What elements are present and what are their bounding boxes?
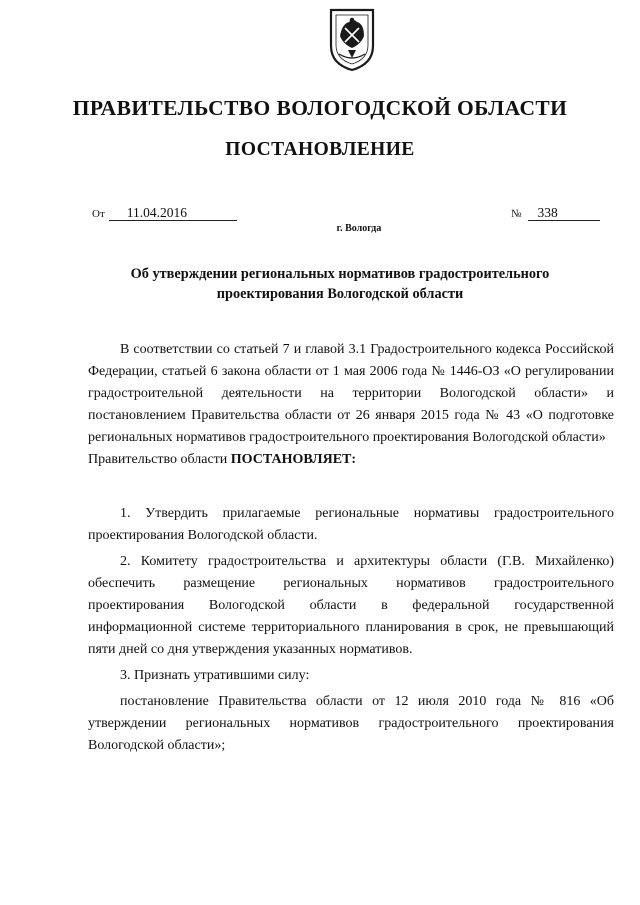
list-item: постановление Правительства области от 12 июля 2010 года № 816 «Об утверждении региональных нормативов градостроительного проектирования Вологодской области»;: [88, 694, 614, 753]
decree-verb: ПОСТАНОВЛЯЕТ:: [230, 452, 357, 467]
document-kind: ПОСТАНОВЛЕНИЕ: [225, 139, 415, 160]
list-item: 2. Комитету градостроительства и архитектуры области (Г.В. Михайленко) обеспечить размещение региональных нормативов градостроительного проектирования Вологодской области в федеральной государственной информационной системе территориального планирования в срок, не превышающий пяти дней со дня утверждения указанных нормативов.: [88, 554, 614, 657]
decree-lead: Правительство области: [88, 452, 228, 467]
list-item: 1. Утвердить прилагаемые региональные нормативы градостроительного проектирования Вологодской области.: [88, 506, 614, 543]
government-title: ПРАВИТЕЛЬСТВО ВОЛОГОДСКОЙ ОБЛАСТИ: [72, 96, 568, 120]
city-label: г. Вологда: [336, 223, 382, 234]
number-value: 338: [528, 206, 600, 221]
decree-line: [88, 449, 614, 471]
preamble-paragraph: В соответствии со статьей 7 и главой 3.1 Градостроительного кодекса Российской Федерации, статьей 6 закона области от 1 мая 2006 года № 1446-ОЗ «О регулировании градостроительной деятельности на территории Вологодской области» и постановлением Правительства области от 26 января 2015 года № 43 «О подготовке региональных нормативов градостроительного проектирования Вологодской области»: [88, 342, 614, 445]
number-field: [511, 205, 600, 221]
document-subject: Об утверждении региональных нормативов градостроительного проектирования Вологодской области: [130, 266, 550, 302]
number-label: №: [511, 208, 522, 220]
date-value: 11.04.2016: [109, 206, 237, 221]
list-item: 3. Признать утратившими силу:: [120, 668, 310, 683]
coat-of-arms-icon: [327, 6, 377, 72]
date-label: От: [92, 208, 105, 220]
date-field: [92, 205, 237, 221]
document-body: [88, 339, 614, 757]
